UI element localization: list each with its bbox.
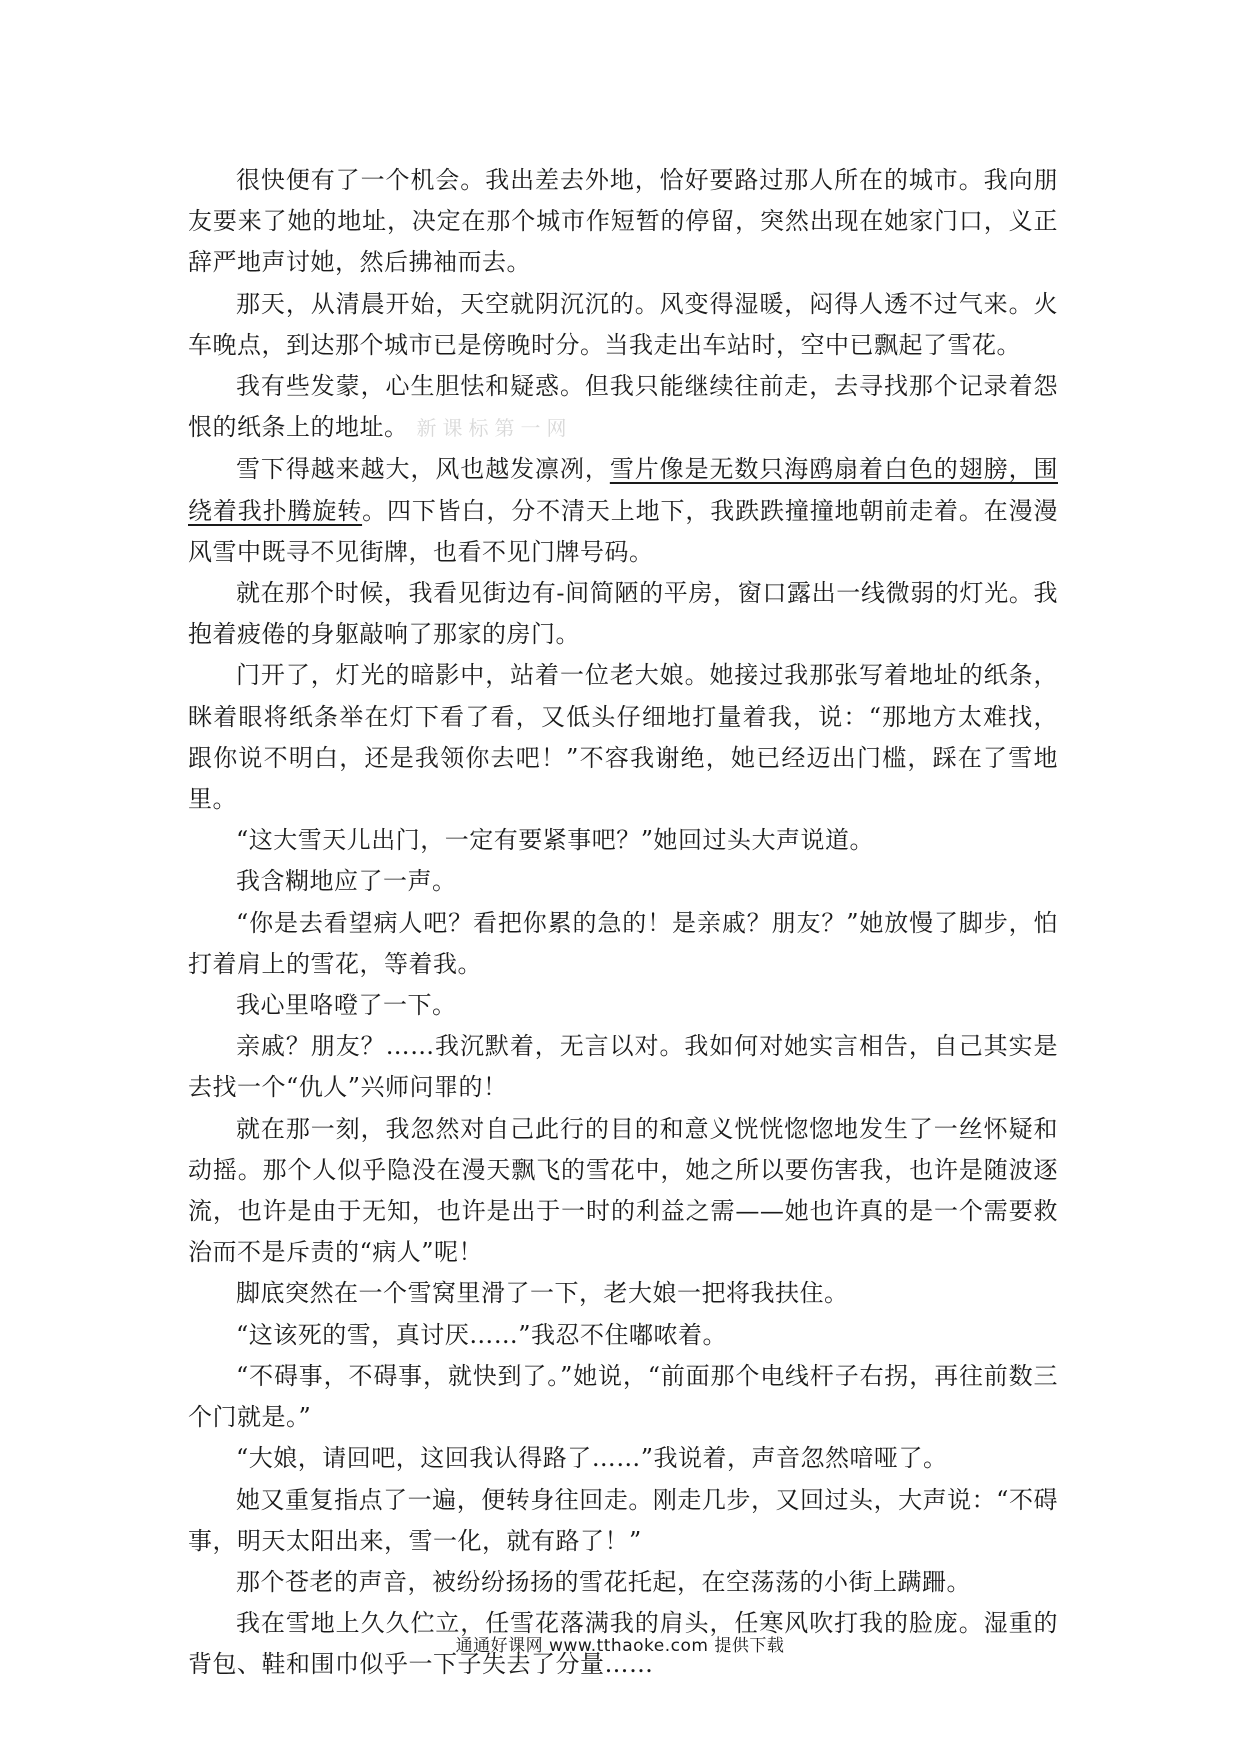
paragraph xyxy=(188,366,1058,449)
paragraph: “大娘，请回吧，这回我认得路了……”我说着，声音忽然喑哑了。 xyxy=(236,1444,948,1473)
paragraph: 她又重复指点了一遍，便转身往回走。刚走几步，又回过头，大声说：“不碍事，明天太阳出来，雪一化，就有路了！” xyxy=(188,1485,1058,1555)
paragraph: 那个苍老的声音，被纷纷扬扬的雪花托起，在空荡荡的小街上蹒跚。 xyxy=(236,1567,971,1596)
paragraph: 那天，从清晨开始，天空就阴沉沉的。风变得湿暖，闷得人透不过气来。火车晚点，到达那个城市已是傍晚时分。当我走出车站时，空中已飘起了雪花。 xyxy=(188,289,1058,359)
paragraph: “这该死的雪，真讨厌……”我忍不住嘟哝着。 xyxy=(236,1320,728,1349)
snow-text-before: 雪下得越来越大，风也越发凛冽， xyxy=(236,455,610,484)
watermark-text: 新课标第一网 xyxy=(416,416,573,441)
article-body xyxy=(188,160,1058,1686)
paragraph-snow xyxy=(188,449,1058,573)
paragraph: 门开了，灯光的暗影中，站着一位老大娘。她接过我那张写着地址的纸条，眯着眼将纸条举在灯下看了看，又低头仔细地打量着我，说：“那地方太难找，跟你说不明白，还是我领你去吧！”不容我谢绝，她已经迈出门槛，踩在了雪地里。 xyxy=(188,661,1058,814)
paragraph: 就在那个时候，我看见街边有-间简陋的平房，窗口露出一线微弱的灯光。我抱着疲倦的身躯敲响了那家的房门。 xyxy=(188,579,1058,649)
paragraph: “不碍事，不碍事，就快到了。”她说，“前面那个电线杆子右拐，再往前数三个门就是。” xyxy=(188,1361,1058,1432)
page-footer: 通通好课网 www.tthaoke.com 提供下载 xyxy=(455,1636,785,1656)
paragraph: 很快便有了一个机会。我出差去外地，恰好要路过那人所在的城市。我向朋友要来了她的地址，决定在那个城市作短暂的停留，突然出现在她家门口，义正辞严地声讨她，然后拂袖而去。 xyxy=(188,166,1058,277)
paragraph: 亲戚？朋友？……我沉默着，无言以对。我如何对她实言相告，自己其实是去找一个“仇人”兴师问罪的！ xyxy=(188,1032,1058,1102)
paragraph: 我在雪地上久久伫立，任雪花落满我的肩头，任寒风吹打我的脸庞。湿重的背包、鞋和围巾似乎一下子失去了分量…… xyxy=(188,1609,1058,1679)
paragraph: 我含糊地应了一声。 xyxy=(236,867,457,896)
paragraph: “这大雪天儿出门，一定有要紧事吧？”她回过头大声说道。 xyxy=(236,826,875,855)
paragraph: 就在那一刻，我忽然对自己此行的目的和意义恍恍惚惚地发生了一丝怀疑和动摇。那个人似乎隐没在漫天飘飞的雪花中，她之所以要伤害我，也许是随波逐流，也许是由于无知，也许是出于一时的利益之需——她也许真的是一个需要救治而不是斥责的“病人”呢！ xyxy=(188,1114,1058,1267)
paragraph: 我心里咯噔了一下。 xyxy=(236,991,457,1020)
paragraph-text: 我有些发蒙，心生胆怯和疑惑。但我只能继续往前走，去寻找那个记录着怨恨的纸条上的地址。 xyxy=(188,372,1058,442)
underlined-sentence: 雪片像是无数只海鸥扇着白色的翅膀，围绕着我扑腾旋转 xyxy=(188,455,1058,525)
paragraph: 脚底突然在一个雪窝里滑了一下，老大娘一把将我扶住。 xyxy=(236,1279,849,1308)
snow-text-after: 。四下皆白，分不清天上地下，我跌跌撞撞地朝前走着。在漫漫风雪中既寻不见街牌，也看不见门牌号码。 xyxy=(188,496,1059,566)
paragraph: “你是去看望病人吧？看把你累的急的！是亲戚？朋友？”她放慢了脚步，怕打着肩上的雪花，等着我。 xyxy=(188,908,1058,978)
